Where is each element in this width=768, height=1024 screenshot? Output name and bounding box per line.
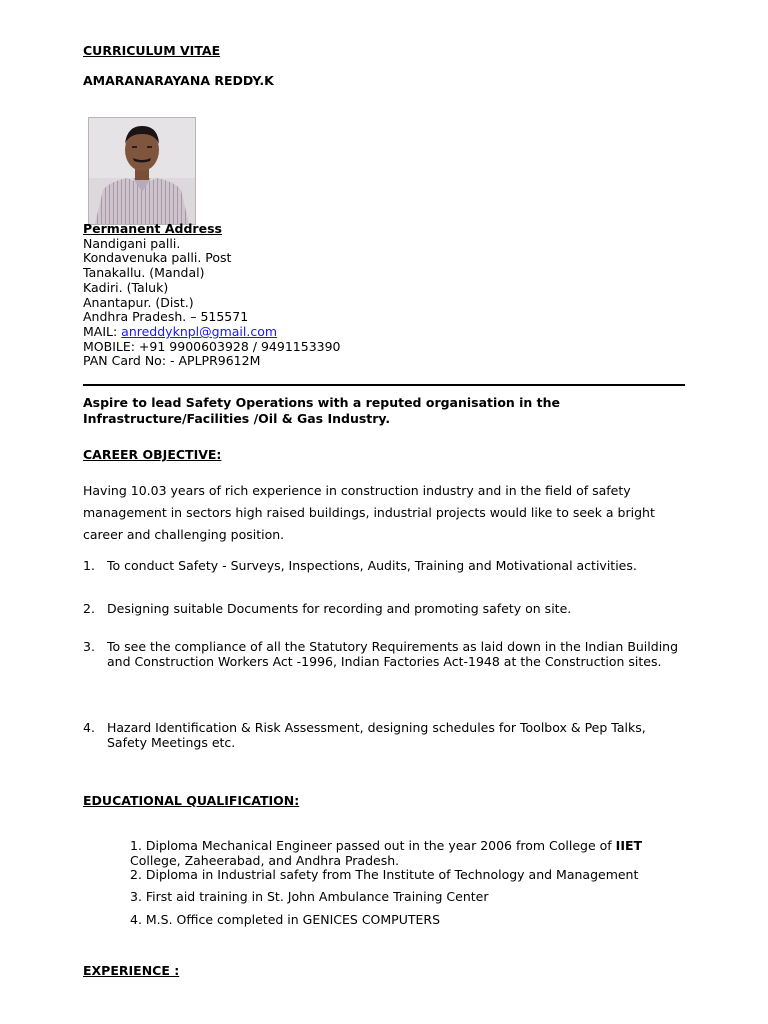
address-line: Tanakallu. (Mandal) — [83, 265, 205, 281]
college-name: IIET — [615, 838, 643, 853]
education-text: 1. Diploma Mechanical Engineer passed out in the year 2006 from College of — [130, 838, 616, 853]
mobile-line: MOBILE: +91 9900603928 / 9491153390 — [83, 338, 341, 354]
email-link[interactable]: anreddyknpl@gmail.com — [121, 323, 278, 339]
mail-label: MAIL: — [83, 323, 122, 339]
item-text: Designing suitable Documents for recording and promoting safety on site. — [107, 601, 572, 616]
item-number: 1. — [83, 558, 95, 573]
education-item: 2. Diploma in Industrial safety from The Institute of Technology and Management — [130, 867, 639, 882]
address-line: Anantapur. (Dist.) — [83, 294, 194, 310]
experience-heading: EXPERIENCE : — [83, 963, 180, 978]
address-line: Andhra Pradesh. – 515571 — [83, 309, 249, 325]
education-item — [130, 838, 690, 868]
education-text-continued: College, Zaheerabad, and Andhra Pradesh. — [130, 853, 400, 868]
paragraph-line: management in sectors high raised buildings, industrial projects would like to seek a bright — [83, 505, 655, 520]
education-item: 3. First aid training in St. John Ambulance Training Center — [130, 889, 489, 904]
career-objective-heading: CAREER OBJECTIVE: — [83, 447, 222, 462]
item-number: 3. — [83, 639, 95, 654]
address-heading: Permanent Address — [83, 221, 222, 236]
paragraph-line: Having 10.03 years of rich experience in construction industry and in the field of safety — [83, 483, 631, 498]
candidate-name: AMARANARAYANA REDDY.K — [83, 73, 274, 88]
mail-row — [83, 325, 341, 340]
address-line: Kadiri. (Taluk) — [83, 279, 169, 295]
item-number: 4. — [83, 720, 95, 735]
career-objective-paragraph — [83, 480, 693, 546]
pan-line: PAN Card No: - APLPR9612M — [83, 353, 261, 369]
item-text: To conduct Safety - Surveys, Inspections, Audits, Training and Motivational activities. — [107, 558, 637, 573]
address-line: Nandigani palli. — [83, 235, 181, 251]
item-text: Hazard Identification & Risk Assessment, designing schedules for Toolbox & Pep Talks, Safety Meetings etc. — [107, 720, 646, 750]
education-item: 4. M.S. Office completed in GENICES COMPUTERS — [130, 912, 441, 927]
aspire-line-1: Aspire to lead Safety Operations with a reputed organisation in the — [83, 395, 561, 410]
aspire-line-2: Infrastructure/Facilities /Oil & Gas Industry. — [83, 411, 391, 426]
document-title: CURRICULUM VITAE — [83, 43, 221, 58]
section-divider — [83, 384, 685, 386]
education-heading: EDUCATIONAL QUALIFICATION: — [83, 793, 300, 808]
portrait-image — [89, 118, 195, 224]
address-line: Kondavenuka palli. Post — [83, 250, 232, 266]
item-number: 2. — [83, 601, 95, 616]
profile-photo — [88, 117, 196, 225]
paragraph-line: career and challenging position. — [83, 527, 285, 542]
item-text: To see the compliance of all the Statutory Requirements as laid down in the Indian Building and Construction Workers Act -1996, Indian Factories Act-1948 at the Construction sites. — [107, 639, 679, 669]
permanent-address-block — [83, 222, 341, 369]
